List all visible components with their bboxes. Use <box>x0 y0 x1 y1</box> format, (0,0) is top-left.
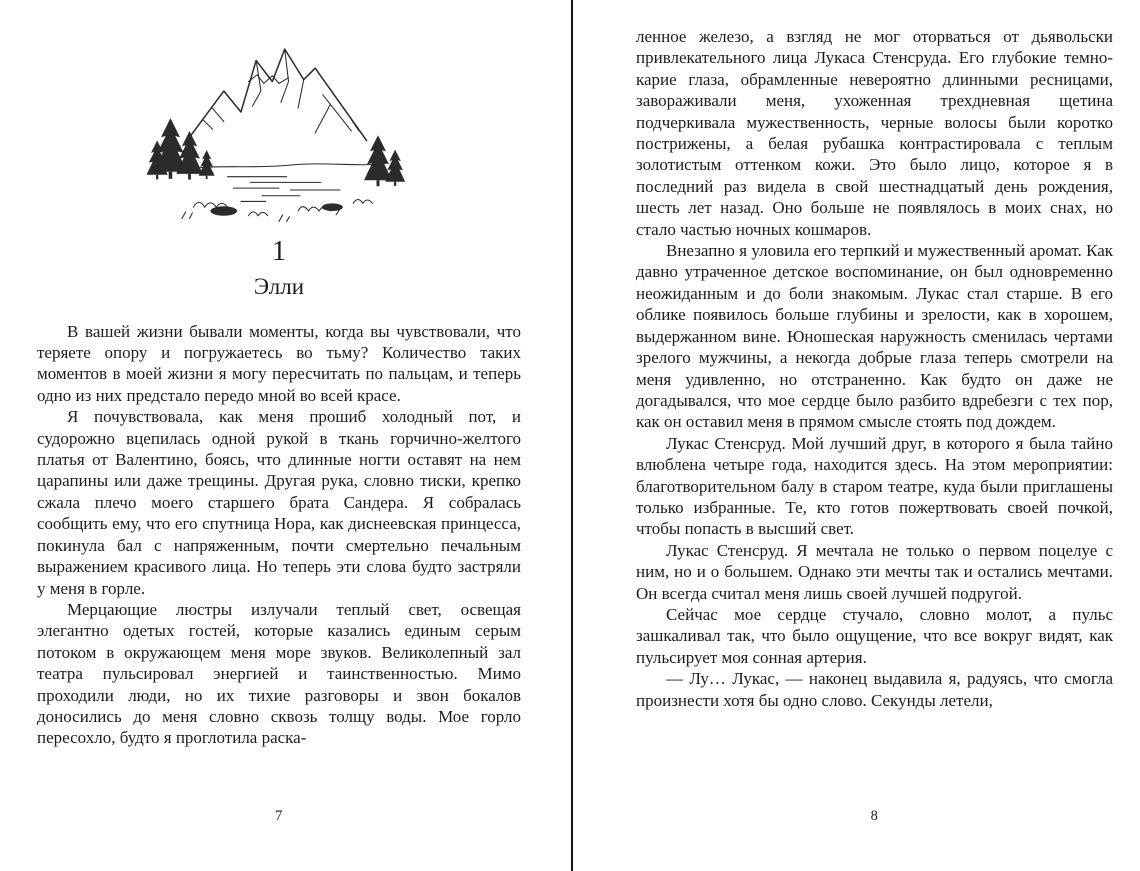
paragraph: Сейчас мое сердце стучало, словно молот, а пульс зашкаливал так, что было ощущение, что все вокруг видят, как пульсирует моя сонная артерия. <box>636 604 1113 667</box>
page-number-left: 7 <box>275 808 283 824</box>
paragraph: В вашей жизни бывали моменты, когда вы чувствовали, что теряете опору и погружаетесь во тьму? Количество таких моментов в моей жизни я могу пересчитать по пальцам, и теперь одно из них предстало передо мной во всей красе. <box>37 321 521 405</box>
paragraph: Мерцающие люстры излучали теплый свет, освещая элегантно одетых гостей, которые казались единым серым потоком в окружающем меня море звуков. Великолепный зал театра пульсировал энергией и таинственностью. Мимо проходили люди, но их тихие разговоры и звон бокалов доносились до меня словно сквозь толщу воды. Мое горло пересохло, будто я проглотила раска- <box>37 599 521 748</box>
paragraph: Лукас Стенсруд. Я мечтала не только о первом поцелуе с ним, но и о большем. Однако эти мечты так и остались мечтами. Он всегда считал меня лишь своей лучшей подругой. <box>636 540 1113 603</box>
paragraph: — Лу… Лукас, — наконец выдавила я, радуясь, что смогла произнести хотя бы одно слово. Секунды летели, <box>636 669 1113 710</box>
chapter-illustration <box>37 32 521 230</box>
page-right <box>573 0 1140 871</box>
paragraph: Внезапно я уловила его терпкий и мужественный аромат. Как давно утраченное детское воспоминание, он был одновременно неожиданным и до боли знакомым. Лукас стал старше. В его облике появилось больше глубины и зрелости, как в хорошем, выдержанном вине. Юношеская наружность сменилась чертами зрелого мужчины, а некогда добрые глаза теперь смотрели на меня удивленно, но отстраненно. Как будто он даже не догадывался, что мое сердце было разбито вдребезги с тех пор, как он оставил меня в прямом смысле стоять под дождем. <box>636 241 1113 432</box>
paragraph: Я почувствовала, как меня прошиб холодный пот, и судорожно вцепилась одной рукой в ткань горчично-желтого платья от Валентино, боясь, что длинные ногти оставят на нем царапины или даже трещины. Другая рука, словно тиски, крепко сжала плечо моего старшего брата Сандера. Я собралась сообщить ему, что его спутница Нора, как диснеевская принцесса, покинула бал с напряженным, почти смертельно печальным выражением красивого лица. Но теперь эти слова будто застряли у меня в горле. <box>37 407 521 598</box>
paragraph: Лукас Стенсруд. Мой лучший друг, в которого я была тайно влюблена четыре года, находится здесь. На этом мероприятии: благотворительном балу в старом театре, куда были приглашены только избранные. Те, кто готов пожертвовать своей почкой, чтобы попасть в высший свет. <box>636 433 1113 539</box>
mountain-lake-illustration <box>136 32 422 230</box>
chapter-number: 1 <box>272 236 286 267</box>
paragraph: ленное железо, а взгляд не мог оторваться от дьявольски привлекательного лица Лукаса Стенсруда. Его глубокие темно-карие глаза, обрамленные невероятно длинными ресницами, завораживали меня, ухоженная трехдневная щетина подчеркивала мужественность, черные волосы были коротко пострижены, а белая рубашка контрастировала с теплым золотистым оттенком кожи. Это было лицо, которое я в последний раз видела в свой шестнадцатый день рождения, шесть лет назад. Оно больше не появлялось в моих снах, но стало частью ночных кошмаров. <box>636 27 1113 239</box>
page-number-right: 8 <box>870 808 879 824</box>
chapter-title: Элли <box>253 274 305 300</box>
